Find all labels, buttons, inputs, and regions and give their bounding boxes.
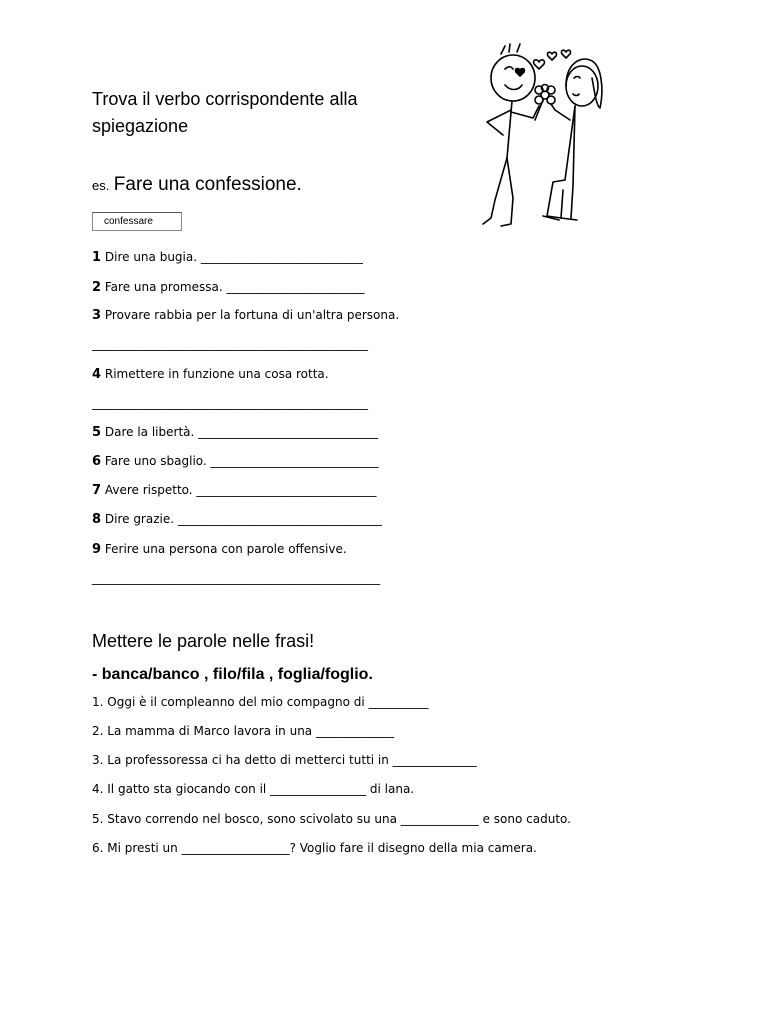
couple-flower-icon	[455, 40, 610, 235]
example-text: Fare una confessione.	[113, 174, 302, 195]
sentence-3: 3. La professoressa ci ha detto di metterci tutti in ______________	[92, 753, 477, 767]
heart-icon	[534, 60, 545, 69]
sentence-6: 6. Mi presti un __________________? Voglio fare il disegno della mia camera.	[92, 841, 537, 855]
answer-line-9: ________________________________________________	[92, 571, 380, 585]
example-answer-box	[92, 212, 182, 231]
item-7: 7 Avere rispetto. ______________________________	[92, 483, 377, 498]
item-2: 2 Fare una promessa. _______________________	[92, 280, 365, 295]
item-5: 5 Dare la libertà. ______________________________	[92, 425, 379, 440]
sentence-2: 2. La mamma di Marco lavora in una _____________	[92, 724, 394, 738]
item-6: 6 Fare uno sbaglio. ____________________________	[92, 454, 379, 469]
sentence-1: 1. Oggi è il compleanno del mio compagno di __________	[92, 695, 429, 709]
example	[92, 174, 302, 196]
item-9: 9 Ferire una persona con parole offensive.	[92, 542, 347, 557]
heart-icon	[561, 50, 570, 58]
title-line-1: Trova il verbo corrispondente alla	[92, 89, 358, 109]
example-answer: confessare	[104, 216, 153, 227]
item-4: 4 Rimettere in funzione una cosa rotta.	[92, 367, 329, 382]
sentence-4: 4. Il gatto sta giocando con il ________________ di lana.	[92, 782, 415, 796]
title	[92, 86, 357, 140]
answer-line-3: ______________________________________________	[92, 337, 368, 351]
sentence-5: 5. Stavo correndo nel bosco, sono scivolato su una _____________ e sono caduto.	[92, 812, 571, 826]
title-line-2: spiegazione	[92, 116, 189, 136]
item-8: 8 Dire grazie. __________________________________	[92, 512, 382, 527]
answer-line-4: ______________________________________________	[92, 396, 368, 410]
example-label: es.	[92, 178, 110, 193]
item-3: 3 Provare rabbia per la fortuna di un'altra persona.	[92, 308, 400, 323]
section2-subtitle: - banca/banco , filo/fila , foglia/foglio.	[92, 666, 373, 683]
item-1: 1 Dire una bugia. ___________________________	[92, 250, 363, 265]
section2-title: Mettere le parole nelle frasi!	[92, 631, 315, 651]
heart-icon	[547, 52, 556, 60]
